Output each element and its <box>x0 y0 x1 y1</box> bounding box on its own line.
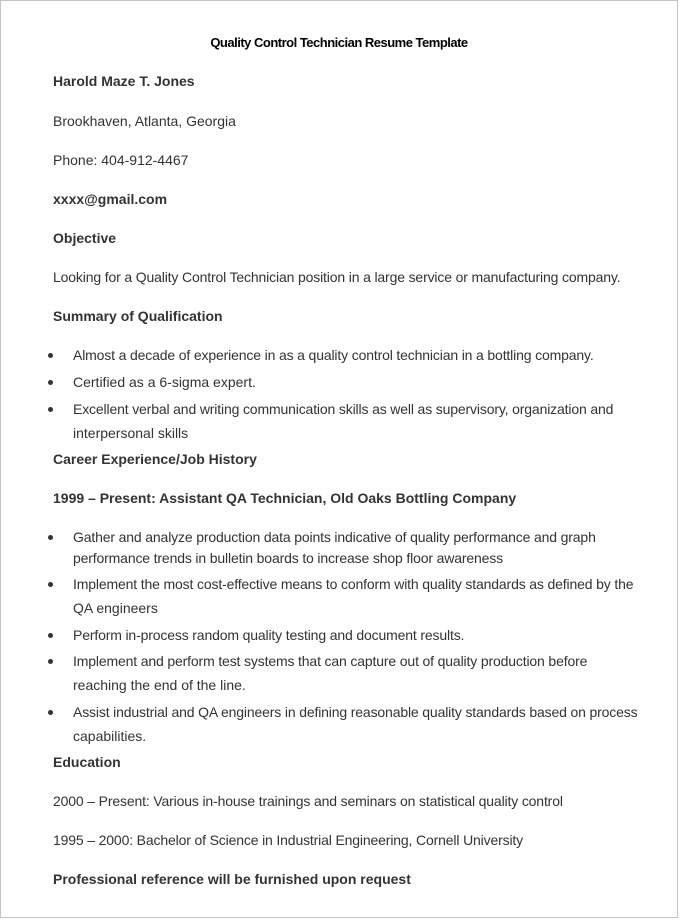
bullet-icon <box>48 353 53 358</box>
education-heading: Education <box>53 754 121 770</box>
objective-text: Looking for a Quality Control Technician position in a large service or manufacturing company. <box>53 269 621 285</box>
document-title: Quality Control Technician Resume Template <box>210 35 468 50</box>
bullet-icon <box>48 582 53 587</box>
bullet-icon <box>48 380 53 385</box>
summary-item-text-continued: interpersonal skills <box>73 425 189 441</box>
job-duty-text-continued: QA engineers <box>73 600 158 616</box>
bullet-icon <box>48 659 53 664</box>
job-duty-text: Perform in-process random quality testing and document results. <box>73 627 465 643</box>
job-duty-text-continued: reaching the end of the line. <box>73 677 246 693</box>
bullet-icon <box>48 535 53 540</box>
summary-item-text: Certified as a 6-sigma expert. <box>73 374 256 390</box>
job-duty-text: Gather and analyze production data points indicative of quality performance and graph <box>73 529 596 545</box>
candidate-phone: Phone: 404-912-4467 <box>53 152 189 168</box>
summary-item-text: Excellent verbal and writing communication skills as well as supervisory, organization and <box>73 401 614 417</box>
candidate-name: Harold Maze T. Jones <box>53 73 195 89</box>
bullet-icon <box>48 633 53 638</box>
job-duty-text: Implement and perform test systems that can capture out of quality production before <box>73 653 588 669</box>
education-entry: 2000 – Present: Various in-house trainings and seminars on statistical quality control <box>53 793 563 809</box>
job-duty-text-continued: capabilities. <box>73 728 147 744</box>
summary-item-text: Almost a decade of experience in as a quality control technician in a bottling company. <box>73 347 594 363</box>
bullet-icon <box>48 407 53 412</box>
summary-heading: Summary of Qualification <box>53 308 223 324</box>
career-heading: Career Experience/Job History <box>53 451 257 467</box>
candidate-address: Brookhaven, Atlanta, Georgia <box>53 113 236 129</box>
bullet-icon <box>48 710 53 715</box>
objective-heading: Objective <box>53 230 117 246</box>
education-entry: 1995 – 2000: Bachelor of Science in Industrial Engineering, Cornell University <box>53 832 524 848</box>
job-duty-text: Assist industrial and QA engineers in defining reasonable quality standards based on process <box>73 704 638 720</box>
job-duty-text-continued: performance trends in bulletin boards to increase shop floor awareness <box>73 550 503 566</box>
candidate-email: xxxx@gmail.com <box>53 191 168 207</box>
job-heading: 1999 – Present: Assistant QA Technician, Old Oaks Bottling Company <box>53 490 517 506</box>
references-note: Professional reference will be furnished upon request <box>53 871 411 887</box>
job-duty-text: Implement the most cost-effective means to conform with quality standards as defined by the <box>73 576 634 592</box>
